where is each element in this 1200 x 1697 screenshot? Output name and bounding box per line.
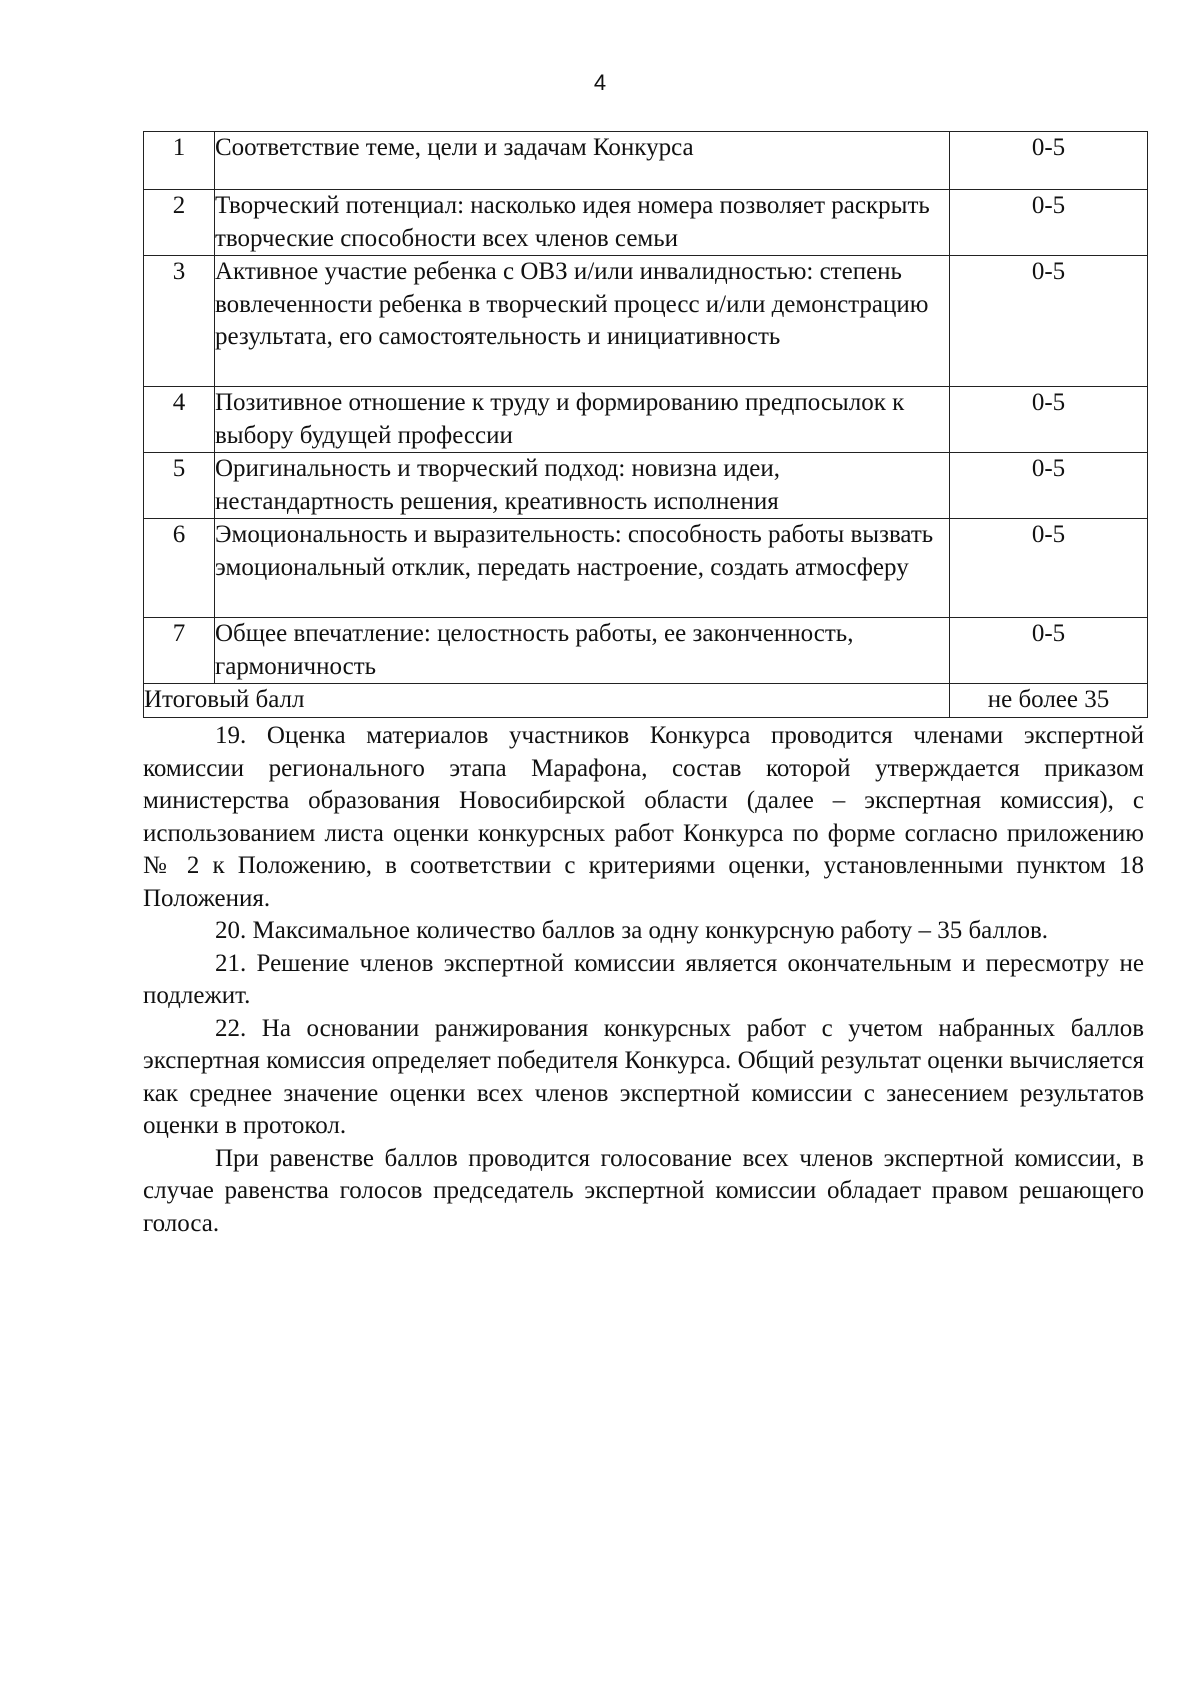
- paragraph-22-tie-rule: При равенстве баллов проводится голосование всех членов экспертной комиссии, в случае равенства голосов председатель экспертной комиссии обладает правом решающего голоса.: [143, 1144, 1144, 1237]
- paragraph-19: 19. Оценка материалов участников Конкурса проводится членами экспертной комиссии регионального этапа Марафона, состав которой утверждается приказом министерства образования Новосибирской области (далее – экспертная комиссия), с использованием листа оценки конкурсных работ Конкурса по форме согласно приложению № 2 к Положению, в соответствии с критериями оценки, установленными пунктом 18 Положения.: [143, 722, 1144, 912]
- document-body: [143, 720, 1144, 1240]
- table-row: [144, 453, 1148, 519]
- row-number: 2: [144, 190, 215, 256]
- criterion-text: Позитивное отношение к труду и формированию предпосылок к выбору будущей профессии: [215, 387, 950, 453]
- criteria-table: [143, 131, 1148, 718]
- score-range: 0-5: [950, 132, 1148, 190]
- paragraph-20: 20. Максимальное количество баллов за одну конкурсную работу – 35 баллов.: [215, 917, 1049, 944]
- criterion-text: Активное участие ребенка с ОВЗ и/или инвалидностью: степень вовлеченности ребенка в творческий процесс и/или демонстрацию результата, его самостоятельность и инициативность: [215, 256, 950, 387]
- table-row: [144, 190, 1148, 256]
- paragraph-22: 22. На основании ранжирования конкурсных работ с учетом набранных баллов экспертная комиссия определяет победителя Конкурса. Общий результат оценки вычисляется как среднее значение оценки всех членов экспертной комиссии с занесением результатов оценки в протокол.: [143, 1014, 1144, 1139]
- row-number: 7: [144, 618, 215, 684]
- table-row: [144, 387, 1148, 453]
- criterion-text: Оригинальность и творческий подход: новизна идеи, нестандартность решения, креативность исполнения: [215, 453, 950, 519]
- score-range: 0-5: [950, 618, 1148, 684]
- table-row: [144, 256, 1148, 387]
- score-range: 0-5: [950, 190, 1148, 256]
- score-range: 0-5: [950, 256, 1148, 387]
- criterion-text: Соответствие теме, цели и задачам Конкурса: [215, 132, 950, 190]
- row-number: 5: [144, 453, 215, 519]
- score-range: 0-5: [950, 387, 1148, 453]
- row-number: 6: [144, 519, 215, 618]
- paragraph-21: 21. Решение членов экспертной комиссии является окончательным и пересмотру не подлежит.: [143, 949, 1144, 1009]
- row-number: 3: [144, 256, 215, 387]
- score-range: 0-5: [950, 453, 1148, 519]
- total-label: Итоговый балл: [144, 684, 950, 718]
- total-row: [144, 684, 1148, 718]
- table-row: [144, 519, 1148, 618]
- criterion-text: Творческий потенциал: насколько идея номера позволяет раскрыть творческие способности всех членов семьи: [215, 190, 950, 256]
- page-number: 4: [593, 70, 607, 95]
- row-number: 1: [144, 132, 215, 190]
- table-row: [144, 132, 1148, 190]
- table-row: [144, 618, 1148, 684]
- row-number: 4: [144, 387, 215, 453]
- criterion-text: Общее впечатление: целостность работы, ее законченность, гармоничность: [215, 618, 950, 684]
- criterion-text: Эмоциональность и выразительность: способность работы вызвать эмоциональный отклик, передать настроение, создать атмосферу: [215, 519, 950, 618]
- score-range: 0-5: [950, 519, 1148, 618]
- total-score: не более 35: [950, 684, 1148, 718]
